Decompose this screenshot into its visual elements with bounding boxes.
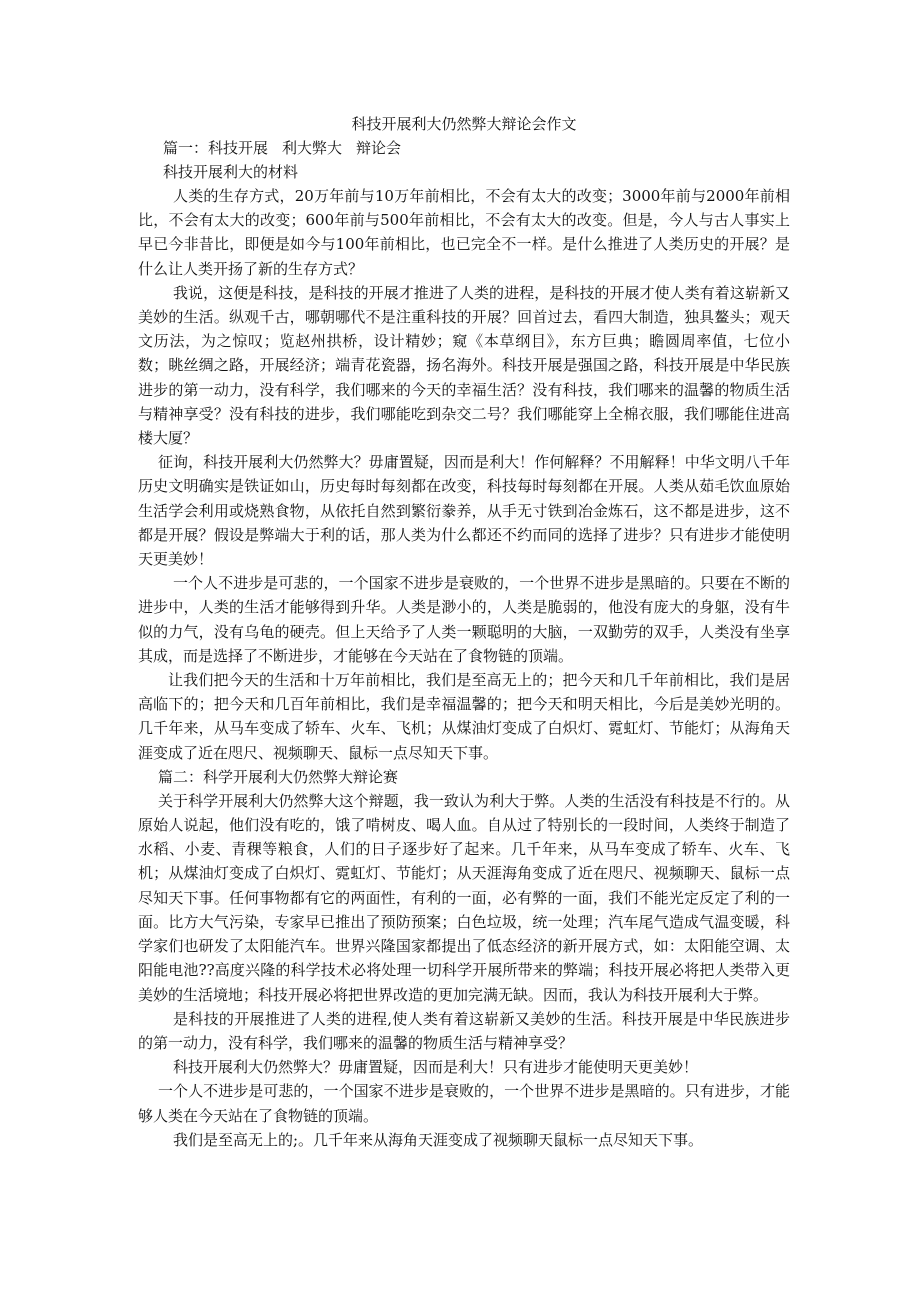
paragraph-8: 科技开展利大仍然弊大？毋庸置疑，因而是利大！只有进步才能使明天更美妙！: [173, 1058, 699, 1077]
document-body: [138, 112, 790, 1152]
paragraph-5: 让我们把今天的生活和十万年前相比，我们是至高无上的；把今天和几千年前相比，我们是居高临下的；把今天和几百年前相比，我们是幸福温馨的；把今天和明天相比，今后是美妙光明的。几千年来，从马车变成了轿车、火车、飞机；从煤油灯变成了白炽灯、霓虹灯、节能灯；从海角天涯变成了近在咫尺、视频聊天、鼠标一点尽知天下事。: [138, 671, 790, 762]
paragraph-6: 关于科学开展利大仍然弊大这个辩题，我一致认为利大于弊。人类的生活没有科技是不行的。从原始人说起，他们没有吃的，饿了啃树皮、喝人血。自从过了特别长的一段时间，人类终于制造了水稻、小麦、青稞等粮食，人们的日子逐步好了起来。几千年来，从马车变成了轿车、火车、飞机；从煤油灯变成了白炽灯、霓虹灯、节能灯；从天涯海角变成了近在咫尺、视频聊天、鼠标一点尽知天下事。任何事物都有它的两面性，有利的一面，必有弊的一面，我们不能光定反定了利的一面。比方大气污染，专家早已推出了预防预案；白色垃圾，统一处理；汽车尾气造成气温变暖，科学家们也研发了太阳能汽车。世界兴隆国家都提出了低态经济的新开展方式，如：太阳能空调、太阳能电池??高度兴隆的科学技术必将处理一切科学开展所带来的弊端；科技开展必将把人类带入更美妙的生活境地；科技开展必将把世界改造的更加完满无缺。因而，我认为科技开展利大于弊。: [138, 791, 790, 1004]
section1-heading: [138, 136, 790, 160]
paragraph-1: 人类的生存方式，20万年前与10万年前相比，不会有太大的改变；3000年前与2000年前相比，不会有太大的改变；600年前与500年前相比，不会有太大的改变。但是，今人与古人事实上早已今非昔比，即便是如今与100年前相比，也已完全不一样。是什么推进了人类历史的开展？是什么让人类开扬了新的生存方式？: [138, 187, 790, 278]
section1-subheading: 科技开展利大的材料: [163, 163, 299, 181]
section2-heading: 篇二：科学开展利大仍然弊大辩论赛: [158, 767, 399, 786]
section1-heading-part-b: 利大弊大: [282, 139, 343, 157]
paragraph-7: 是科技的开展推进了人类的进程,使人类有着这崭新又美妙的生活。科技开展是中华民族进步的第一动力，没有科学，我们哪来的温馨的物质生活与精神享受？: [138, 1009, 790, 1052]
section1-heading-part-c: 辩论会: [356, 139, 402, 157]
paragraph-3: 征询，科技开展利大仍然弊大？毋庸置疑，因而是利大！作何解释？不用解释！中华文明八千年历史文明确实是铁证如山，历史每时每刻都在改变，科技每时每刻都在开展。人类从茹毛饮血原始生活学会利用或烧熟食物，从依托自然到繁衍豢养，从手无寸铁到冶金炼石，这不都是进步，这不都是开展？假设是弊端大于利的话，那人类为什么都还不约而同的选择了进步？只有进步才能使明天更美妙！: [138, 453, 790, 569]
section1-heading-part-a: 篇一：科技开展: [163, 139, 269, 157]
document-title: 科技开展利大仍然弊大辩论会作文: [351, 115, 577, 133]
paragraph-9: 一个人不进步是可悲的，一个国家不进步是衰败的，一个世界不进步是黑暗的。只有进步，才能够人类在今天站在了食物链的顶端。: [138, 1082, 790, 1125]
paragraph-4: 一个人不进步是可悲的，一个国家不进步是衰败的，一个世界不进步是黑暗的。只要在不断的进步中，人类的生活才能够得到升华。人类是渺小的，人类是脆弱的，他没有庞大的身躯，没有牛似的力气，没有乌龟的硬壳。但上天给予了人类一颗聪明的大脑，一双勤劳的双手，人类没有坐享其成，而是选择了不断进步，才能够在今天站在了食物链的顶端。: [138, 574, 790, 665]
paragraph-2: 我说，这便是科技，是科技的开展才推进了人类的进程，是科技的开展才使人类有着这崭新又美妙的生活。纵观千古，哪朝哪代不是注重科技的开展？回首过去，看四大制造，独具鳌头；观天文历法，为之惊叹；览赵州拱桥，设计精妙；窥《本草纲目》，东方巨典；瞻圆周率值，七位小数；眺丝绸之路，开展经济；端青花瓷器，扬名海外。科技开展是强国之路，科技开展是中华民族进步的第一动力，没有科学，我们哪来的今天的幸福生活？没有科技，我们哪来的温馨的物质生活与精神享受？没有科技的进步，我们哪能吃到杂交二号？我们哪能穿上全棉衣服，我们哪能住进高楼大厦？: [138, 283, 790, 448]
paragraph-10: 我们是至高无上的;。几千年来从海角天涯变成了视频聊天鼠标一点尽知天下事。: [173, 1130, 704, 1149]
